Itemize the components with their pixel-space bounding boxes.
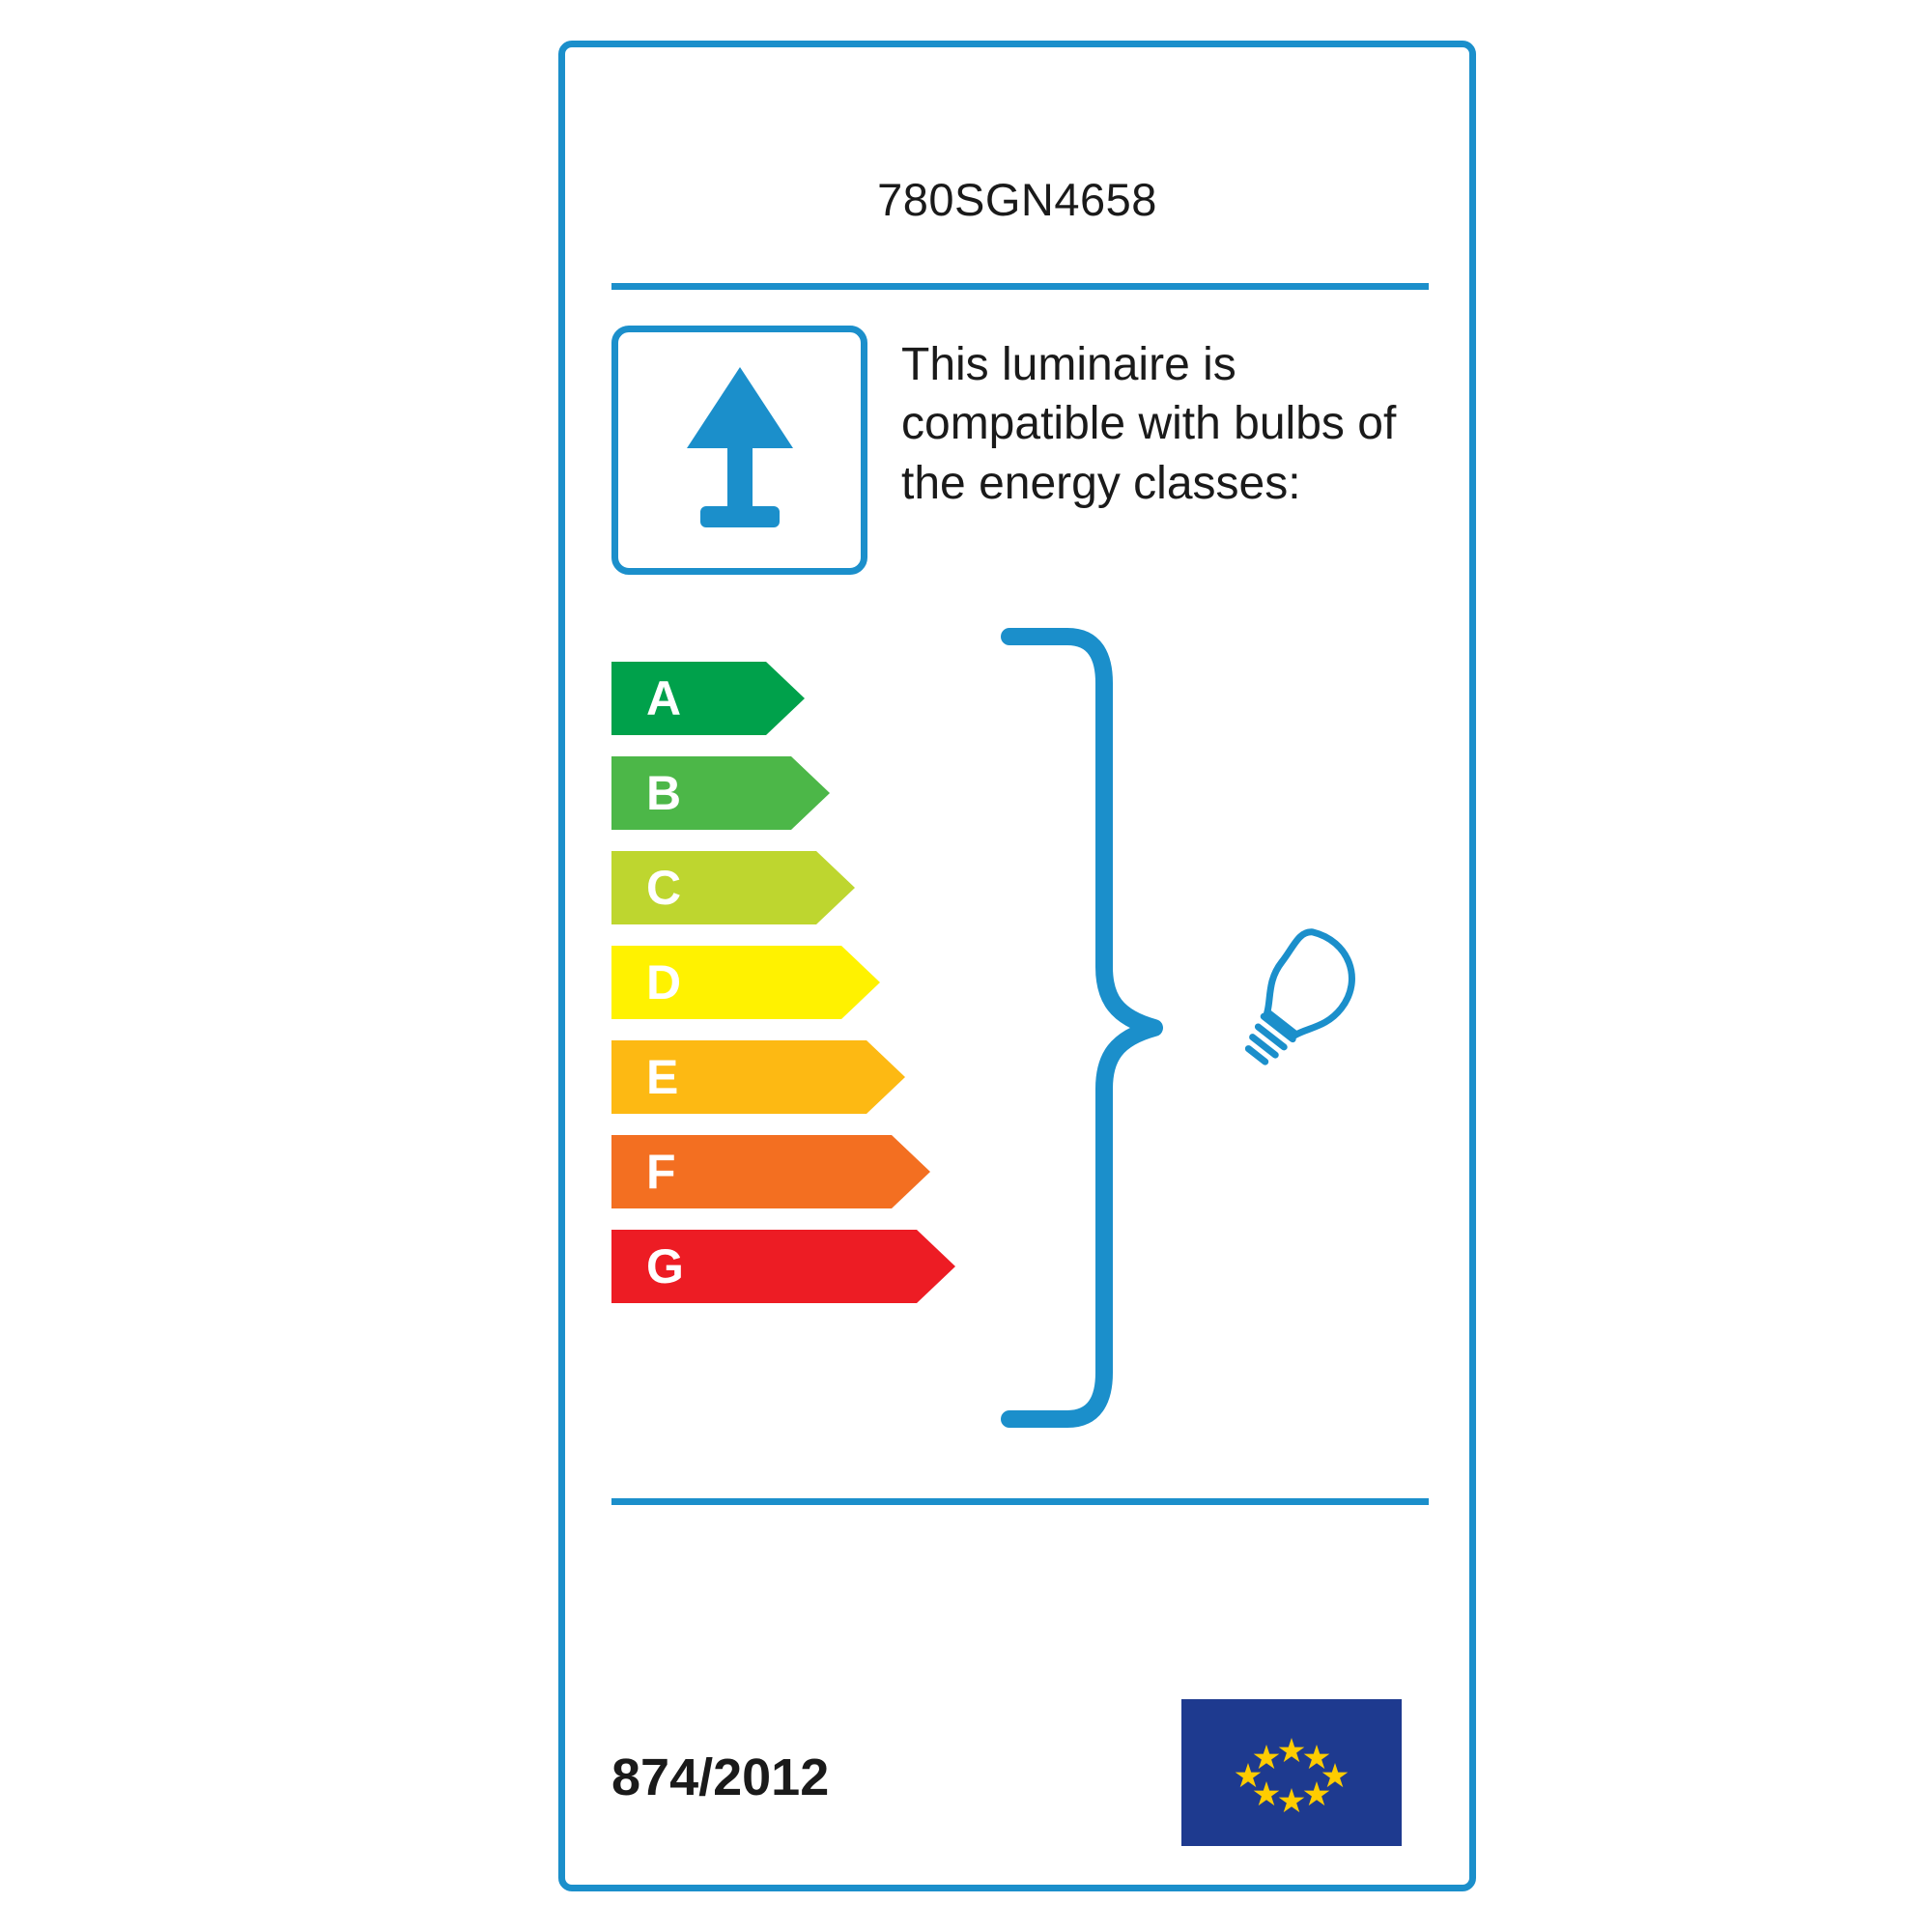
eu-flag-icon <box>1181 1699 1402 1846</box>
energy-class-row <box>611 946 988 1019</box>
energy-class-row <box>611 1040 988 1114</box>
class-letter: G <box>646 1239 684 1293</box>
divider-bottom <box>611 1498 1429 1505</box>
regulation-number: 874/2012 <box>611 1748 830 1806</box>
energy-class-row <box>611 662 988 735</box>
curly-brace-icon <box>990 627 1174 1434</box>
energy-class-row <box>611 756 988 830</box>
energy-class-row <box>611 1230 988 1303</box>
class-arrow-a <box>611 662 805 735</box>
class-letter: D <box>646 955 682 1009</box>
light-bulb-icon <box>1203 917 1377 1105</box>
class-letter: E <box>646 1050 679 1104</box>
class-letter: F <box>646 1145 676 1199</box>
energy-label-card <box>558 41 1476 1891</box>
model-code: 780SGN4658 <box>877 174 1157 225</box>
class-letter: B <box>646 766 682 820</box>
energy-class-row <box>611 1135 988 1208</box>
class-arrow-b <box>611 756 830 830</box>
energy-class-row <box>611 851 988 924</box>
luminaire-icon-box <box>611 326 867 575</box>
divider-top <box>611 283 1429 290</box>
class-letter: A <box>646 671 682 725</box>
class-letter: C <box>646 861 682 915</box>
table-lamp-icon <box>618 359 861 533</box>
compatibility-text: This luminaire is compatible with bulbs of the energy classes: <box>901 339 1397 509</box>
energy-class-ladder <box>611 662 988 1324</box>
